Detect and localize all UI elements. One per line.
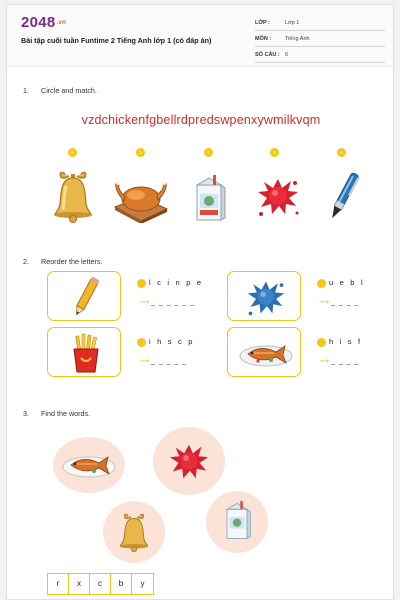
answer-line-4[interactable]: ⟶ _ _ _ _	[319, 358, 360, 365]
meta-row-count	[255, 47, 385, 63]
pencil-icon	[72, 276, 100, 318]
answer-line-1[interactable]: ⟶ _ _ _ _ _ _	[139, 299, 196, 306]
red-paint-splash-icon	[255, 173, 301, 219]
bullet-dot	[137, 338, 146, 347]
meta-label: MÔN :	[255, 35, 272, 42]
bell-icon	[51, 168, 95, 224]
scrambled-word-3: i h s c p	[137, 337, 195, 347]
match-dot-e[interactable]: e	[337, 148, 346, 157]
picture-bubble-milk	[206, 491, 268, 553]
bell-icon	[117, 511, 151, 553]
word-search-grid	[47, 573, 154, 595]
match-dot-c[interactable]: c	[204, 148, 213, 157]
meta-value: 6	[285, 51, 289, 58]
match-dot-b[interactable]: b	[136, 148, 145, 157]
question-3-title: 3. Find the words.	[23, 409, 91, 418]
scrambled-word-1: l c i n p e	[137, 278, 203, 288]
meta-label: SỐ CÂU :	[255, 51, 280, 58]
fish-dish-icon	[61, 451, 117, 479]
pen-icon	[325, 169, 361, 227]
reorder-card-2	[227, 271, 301, 321]
grid-cell[interactable]: y	[140, 579, 145, 588]
roast-chicken-icon	[111, 173, 169, 223]
picture-bubble-fish	[53, 437, 125, 493]
grid-cell[interactable]: c	[90, 574, 111, 594]
letter-string: vzdchickenfgbellrdpredswpenxywmilkvqm	[81, 113, 321, 127]
bullet-dot	[317, 338, 326, 347]
worksheet	[6, 4, 394, 600]
bullet-dot	[137, 279, 146, 288]
fish-dish-icon	[238, 340, 294, 368]
french-fries-icon	[70, 333, 102, 373]
picture-bubble-bell	[103, 501, 165, 563]
meta-value: Lớp 1	[285, 19, 300, 26]
page-title: Bài tập cuối tuần Funtime 2 Tiếng Anh lớp 1 (có đáp án)	[21, 36, 212, 45]
reorder-card-1	[47, 271, 121, 321]
picture-bubble-red	[153, 427, 225, 495]
scrambled-word-2: u e b l	[317, 278, 365, 288]
red-paint-splash-icon	[167, 439, 211, 483]
scrambled-word-4: h i s f	[317, 337, 362, 347]
answer-line-2[interactable]: ⟶ _ _ _ _	[319, 299, 360, 306]
reorder-card-4	[227, 327, 301, 377]
reorder-card-3	[47, 327, 121, 377]
question-1-title: 1. Circle and match.	[23, 86, 97, 95]
grid-cell[interactable]: x	[69, 574, 90, 594]
meta-table	[255, 15, 385, 63]
site-logo[interactable]: 2048.vn	[21, 14, 67, 31]
question-2-title: 2. Reorder the letters.	[23, 257, 103, 266]
meta-value: Tiếng Anh	[285, 35, 310, 42]
match-dot-d[interactable]: d	[270, 148, 279, 157]
milk-carton-icon	[191, 175, 227, 223]
page-header	[7, 5, 394, 67]
meta-row-subject	[255, 31, 385, 47]
answer-line-3[interactable]: ⟶ _ _ _ _ _	[139, 358, 188, 365]
match-dot-a[interactable]: a	[68, 148, 77, 157]
blue-paint-splash-icon	[245, 275, 287, 319]
meta-row-class	[255, 15, 385, 31]
milk-carton-icon	[222, 500, 252, 542]
bullet-dot	[317, 279, 326, 288]
grid-cell[interactable]: b	[111, 574, 132, 594]
grid-cell[interactable]: r	[48, 574, 69, 594]
meta-label: LỚP :	[255, 19, 270, 26]
